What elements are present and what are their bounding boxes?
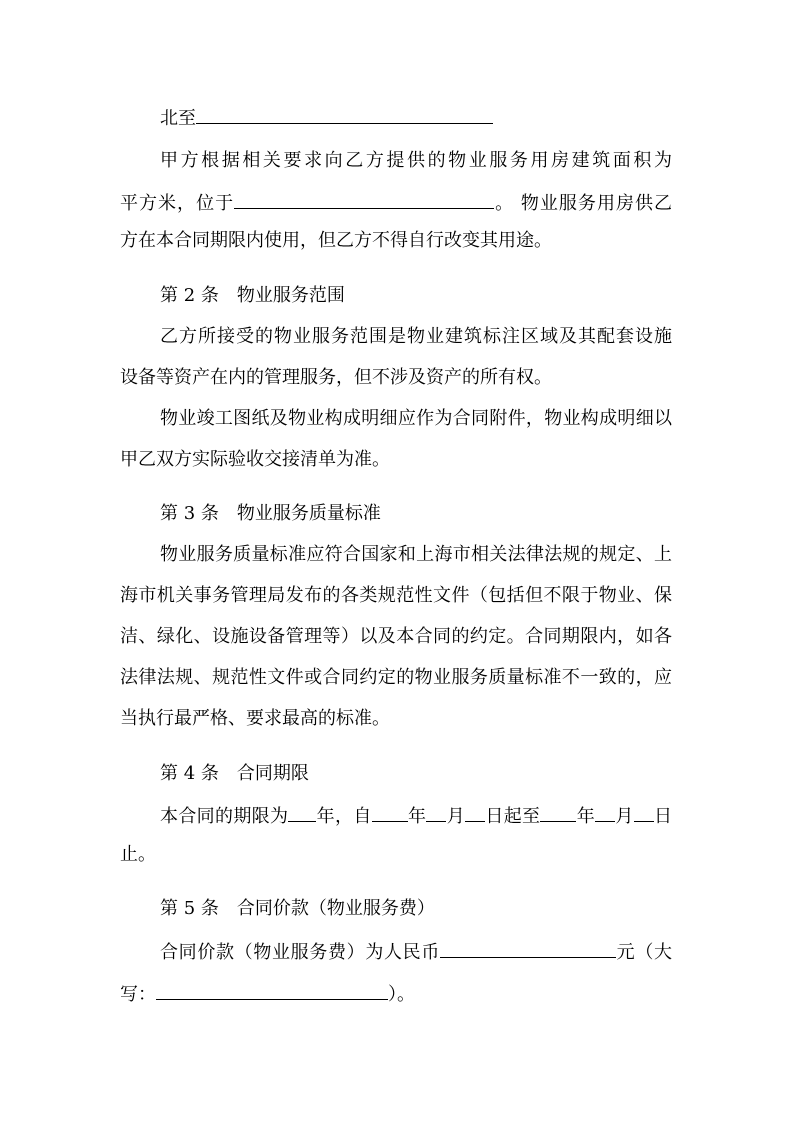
article-2-p1-line-2: 设备等资产在内的管理服务，但不涉及资产的所有权。 xyxy=(120,367,552,388)
room-line-3: 方在本合同期限内使用，但乙方不得自行改变其用途。 xyxy=(120,230,552,251)
end-year-blank[interactable] xyxy=(540,802,576,822)
start-month-blank[interactable] xyxy=(426,802,446,822)
north-boundary-blank[interactable] xyxy=(196,104,493,124)
article-4-heading: 第 4 条 合同期限 xyxy=(160,763,309,784)
article-3-line-2: 海市机关事务管理局发布的各类规范性文件（包括但不限于物业、保 xyxy=(120,585,672,606)
article-2-p1-line-1: 乙方所接受的物业服务范围是物业建筑标注区域及其配套设施 xyxy=(160,326,672,347)
price-capital-blank[interactable] xyxy=(156,980,388,1000)
article-4-line-2: 止。 xyxy=(120,844,156,865)
article-2-p2-line-2: 甲乙双方实际验收交接清单为准。 xyxy=(120,449,390,470)
article-3-line-3: 洁、绿化、设施设备管理等）以及本合同的约定。合同期限内，如各 xyxy=(120,626,672,647)
start-year-blank[interactable] xyxy=(372,802,408,822)
north-boundary-line: 北至 xyxy=(160,104,672,131)
article-2-heading: 第 2 条 物业服务范围 xyxy=(160,285,345,306)
room-location-blank[interactable] xyxy=(234,189,494,209)
term-years-blank[interactable] xyxy=(288,802,316,822)
article-3-line-4: 法律法规、规范性文件或合同约定的物业服务质量标准不一致的，应 xyxy=(120,667,672,688)
room-line-1: 甲方根据相关要求向乙方提供的物业服务用房建筑面积为 xyxy=(160,150,672,171)
article-5-line-2: 写： ）。 xyxy=(120,980,672,1007)
price-amount-blank[interactable] xyxy=(440,938,616,958)
article-3-line-1: 物业服务质量标准应符合国家和上海市相关法律法规的规定、上 xyxy=(160,544,672,565)
room-line-2: 平方米，位于 。 物业服务用房供乙 xyxy=(120,189,672,216)
article-3-heading: 第 3 条 物业服务质量标准 xyxy=(160,503,381,524)
article-4-line-1: 本合同的期限为 年，自 年 月 日起至 年 月 日 xyxy=(160,802,672,829)
article-5-line-1: 合同价款（物业服务费）为人民币 元（大 xyxy=(160,938,672,965)
article-5-heading: 第 5 条 合同价款（物业服务费） xyxy=(160,898,435,919)
end-day-blank[interactable] xyxy=(634,802,654,822)
start-day-blank[interactable] xyxy=(465,802,485,822)
article-3-line-5: 当执行最严格、要求最高的标准。 xyxy=(120,708,390,729)
end-month-blank[interactable] xyxy=(595,802,615,822)
article-2-p2-line-1: 物业竣工图纸及物业构成明细应作为合同附件，物业构成明细以 xyxy=(160,408,672,429)
